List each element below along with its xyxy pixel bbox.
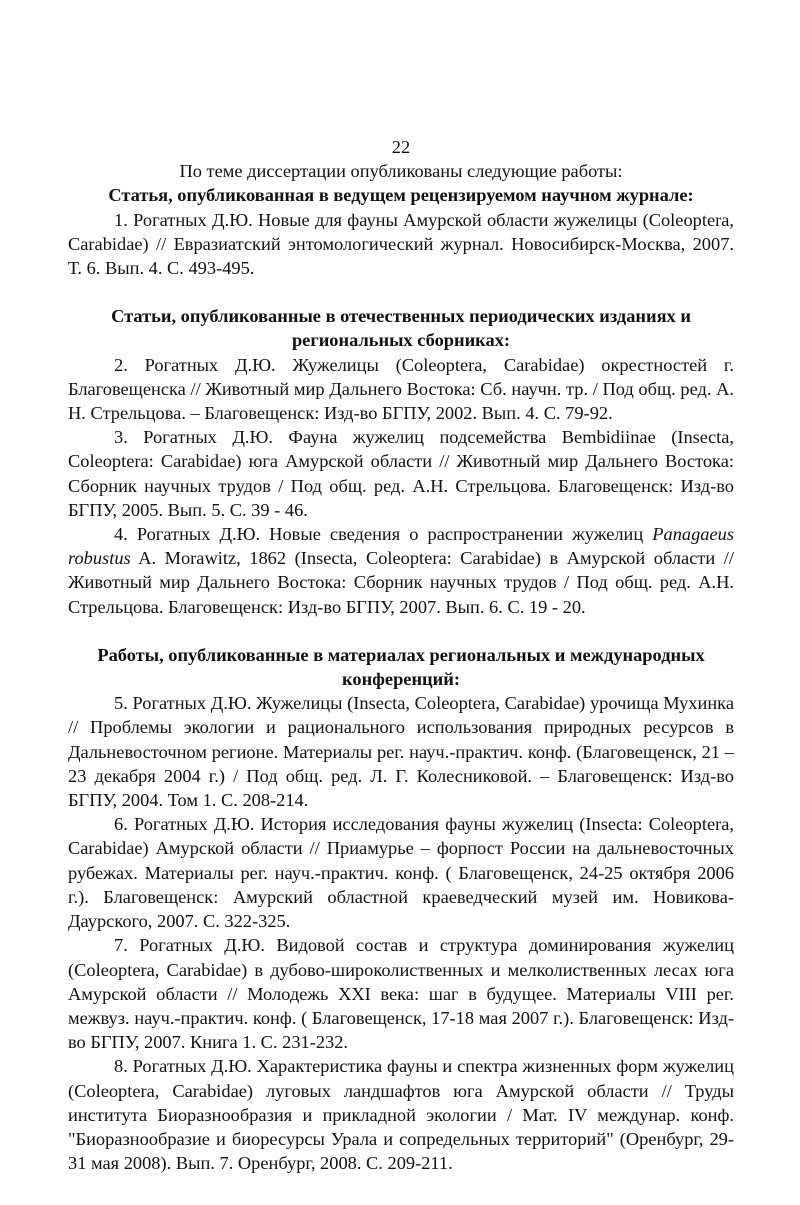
section-heading: Работы, опубликованные в материалах региональных и международных конференций:: [97, 644, 705, 690]
publication-entry: 5. Рогатных Д.Ю. Жужелицы (Insecta, Coleoptera, Carabidae) урочища Мухинка // Проблемы экологии и рационального использования природных ресурсов в Дальневосточном регионе. Материалы рег. науч.-практич. конф. (Благовещенск, 21 – 23 декабря 2004 г.) / Под общ. ред. Л. Г. Колесниковой. – Благовещенск: Изд-во БГПУ, 2004. Том 1. С. 208-214.: [68, 693, 734, 811]
section-conferences: [68, 643, 734, 1175]
section-heading: Статьи, опубликованные в отечественных периодических изданиях и региональных сборниках:: [111, 306, 691, 351]
entry-text-before: 4. Рогатных Д.Ю. Новые сведения о распространении жужелиц: [114, 524, 653, 545]
document-page: [68, 135, 734, 1175]
publication-entry: [68, 522, 734, 619]
publication-entry: 1. Рогатных Д.Ю. Новые для фауны Амурской области жужелицы (Coleoptera, Carabidae) // Евразиатский энтомологический журнал. Новосибирск-Москва, 2007. Т. 6. Вып. 4. С. 493-495.: [68, 209, 734, 279]
intro-line: По теме диссертации опубликованы следующие работы:: [179, 161, 623, 182]
publication-entry: 2. Рогатных Д.Ю. Жужелицы (Coleoptera, Carabidae) окрестностей г. Благовещенска // Животный мир Дальнего Востока: Сб. научн. тр. / Под общ. ред. А. Н. Стрельцова. – Благовещенск: Изд-во БГПУ, 2002. Вып. 4. С. 79-92.: [68, 354, 734, 424]
publication-entry: 6. Рогатных Д.Ю. История исследования фауны жужелиц (Insecta: Coleoptera, Carabidae) Амурской области // Приамурье – форпост России на дальневосточных рубежах. Материалы рег. науч.-практич. конф. ( Благовещенск, 24-25 октября 2006 г.). Благовещенск: Амурский областной краеведческий музей им. Новикова-Даурского, 2007. С. 322-325.: [68, 814, 734, 932]
publication-entry: 8. Рогатных Д.Ю. Характеристика фауны и спектра жизненных форм жужелиц (Coleoptera, Carabidae) луговых ландшафтов юга Амурской области // Труды института Биоразнообразия и прикладной экологии / Мат. IV междунар. конф. "Биоразнообразие и биоресурсы Урала и сопредельных территорий" (Оренбург, 29-31 мая 2008). Вып. 7. Оренбург, 2008. С. 209-211.: [68, 1056, 734, 1174]
page-number: 22: [391, 137, 411, 157]
section-heading: Статья, опубликованная в ведущем рецензируемом научном журнале:: [108, 185, 694, 206]
species-name: Panagaeus robustus: [68, 524, 734, 569]
publication-entry: 3. Рогатных Д.Ю. Фауна жужелиц подсемейства Bembidiinae (Insecta, Coleoptera: Carabidae) юга Амурской области // Животный мир Дальнего Востока: Сборник научных трудов / Под общ. ред. А.Н. Стрельцова. Благовещенск: Изд-во БГПУ, 2005. Вып. 5. С. 39 - 46.: [68, 427, 734, 520]
entry-text-after: A. Morawitz, 1862 (Insecta, Coleoptera: Carabidae) в Амурской области // Животный мир Дальнего Востока: Сборник научных трудов / Под общ. ред. А.Н. Стрельцова. Благовещенск: Изд-во БГПУ, 2007. Вып. 6. С. 19 - 20.: [68, 548, 734, 617]
section-journal: [68, 183, 734, 280]
section-periodicals: [68, 304, 734, 619]
publication-entry: 7. Рогатных Д.Ю. Видовой состав и структура доминирования жужелиц (Coleoptera, Carabidae) в дубово-широколиственных и мелколиственных лесах юга Амурской области // Молодежь XXI века: шаг в будущее. Материалы VIII рег. межвуз. науч.-практич. конф. ( Благовещенск, 17-18 мая 2007 г.). Благовещенск: Изд-во БГПУ, 2007. Книга 1. С. 231-232.: [68, 935, 734, 1053]
